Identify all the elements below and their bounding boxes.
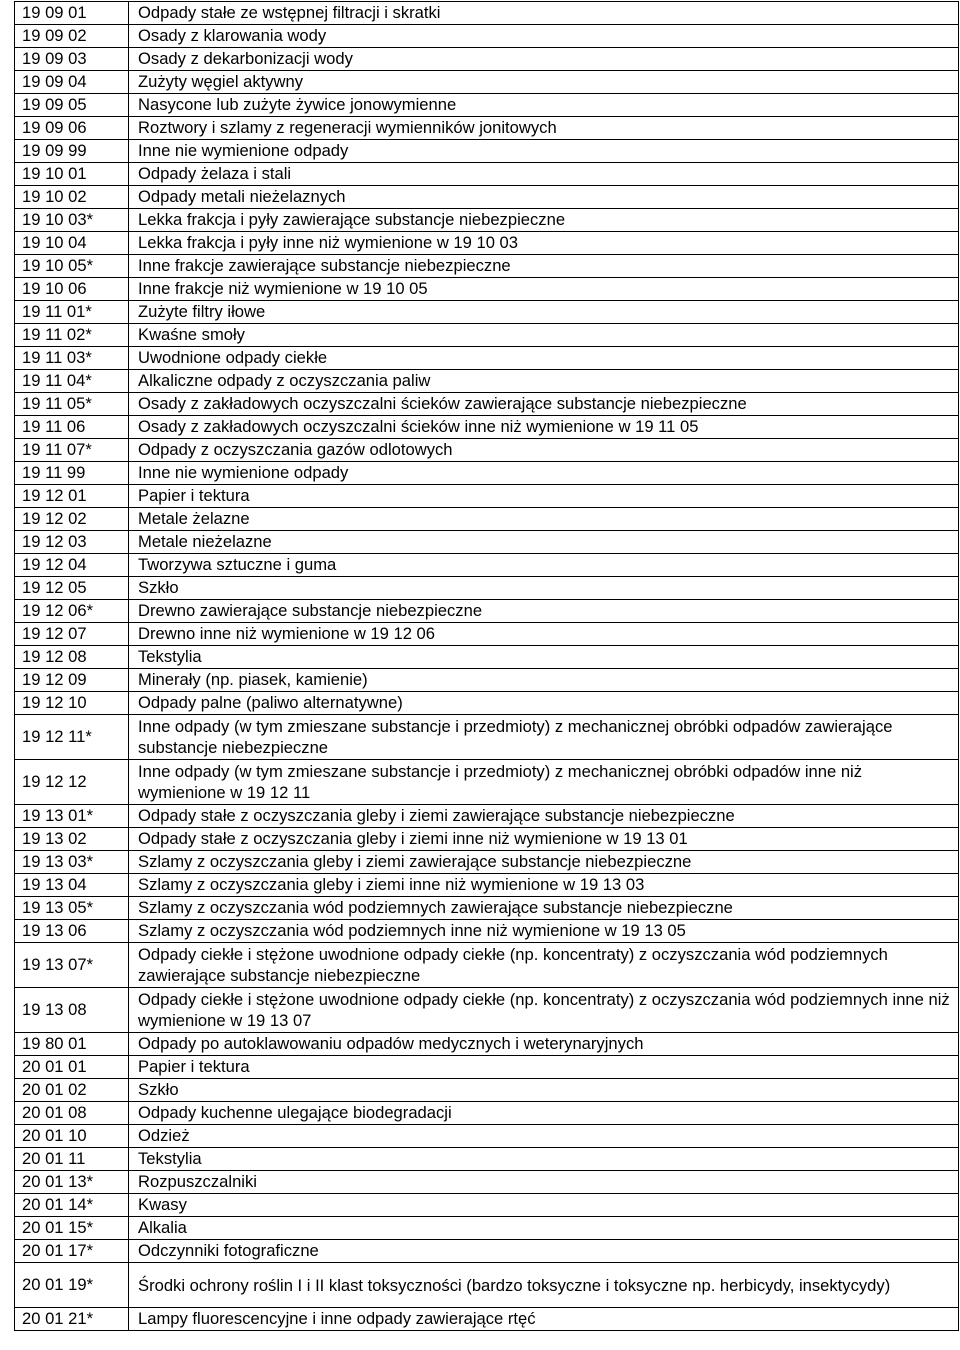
- table-row: [15, 828, 959, 851]
- table-row: [15, 920, 959, 943]
- waste-description-cell: Odpady metali nieżelaznych: [129, 186, 959, 209]
- table-row: [15, 692, 959, 715]
- waste-description-cell: Odpady po autoklawowaniu odpadów medycznych i weterynaryjnych: [129, 1033, 959, 1056]
- waste-code-cell: 19 11 04*: [15, 370, 129, 393]
- waste-description-cell: Odpady stałe z oczyszczania gleby i ziemi inne niż wymienione w 19 13 01: [129, 828, 959, 851]
- table-row: [15, 623, 959, 646]
- waste-code-cell: 20 01 17*: [15, 1240, 129, 1263]
- waste-code-cell: 19 11 06: [15, 416, 129, 439]
- waste-code-cell: 19 11 01*: [15, 301, 129, 324]
- waste-code-cell: 19 11 03*: [15, 347, 129, 370]
- waste-description-cell: Szlamy z oczyszczania wód podziemnych zawierające substancje niebezpieczne: [129, 897, 959, 920]
- waste-description-cell: Inne frakcje zawierające substancje niebezpieczne: [129, 255, 959, 278]
- table-row: [15, 94, 959, 117]
- waste-description-cell: Nasycone lub zużyte żywice jonowymienne: [129, 94, 959, 117]
- waste-code-cell: 20 01 21*: [15, 1308, 129, 1331]
- table-row: [15, 874, 959, 897]
- table-row: [15, 1125, 959, 1148]
- waste-code-cell: 20 01 13*: [15, 1171, 129, 1194]
- table-row: [15, 1148, 959, 1171]
- table-row: [15, 347, 959, 370]
- table-row: [15, 2, 959, 25]
- waste-table-body: [15, 2, 959, 1331]
- waste-code-cell: 19 13 03*: [15, 851, 129, 874]
- waste-code-cell: 19 13 08: [15, 988, 129, 1033]
- waste-description-cell: Tekstylia: [129, 1148, 959, 1171]
- waste-code-cell: 19 10 01: [15, 163, 129, 186]
- table-row: [15, 462, 959, 485]
- waste-code-cell: 19 10 06: [15, 278, 129, 301]
- waste-description-cell: Osady z zakładowych oczyszczalni ścieków zawierające substancje niebezpieczne: [129, 393, 959, 416]
- waste-description-cell: Inne odpady (w tym zmieszane substancje i przedmioty) z mechanicznej obróbki odpadów inne niż wymienione w 19 12 11: [129, 760, 959, 805]
- waste-description-cell: Metale nieżelazne: [129, 531, 959, 554]
- waste-code-cell: 19 13 05*: [15, 897, 129, 920]
- waste-description-cell: Odpady stałe ze wstępnej filtracji i skratki: [129, 2, 959, 25]
- waste-description-cell: Odpady z oczyszczania gazów odlotowych: [129, 439, 959, 462]
- waste-description-cell: Odpady ciekłe i stężone uwodnione odpady ciekłe (np. koncentraty) z oczyszczania wód podziemnych inne niż wymienione w 19 13 07: [129, 988, 959, 1033]
- waste-description-cell: Kwaśne smoły: [129, 324, 959, 347]
- table-row: [15, 1194, 959, 1217]
- waste-code-cell: 19 12 02: [15, 508, 129, 531]
- table-row: [15, 393, 959, 416]
- waste-description-cell: Zużyte filtry iłowe: [129, 301, 959, 324]
- waste-code-cell: 19 12 03: [15, 531, 129, 554]
- waste-description-cell: Roztwory i szlamy z regeneracji wymienników jonitowych: [129, 117, 959, 140]
- waste-code-cell: 19 09 04: [15, 71, 129, 94]
- table-row: [15, 554, 959, 577]
- waste-code-cell: 19 10 04: [15, 232, 129, 255]
- waste-code-cell: 19 09 02: [15, 25, 129, 48]
- waste-code-cell: 19 12 04: [15, 554, 129, 577]
- waste-code-cell: 19 09 06: [15, 117, 129, 140]
- table-row: [15, 278, 959, 301]
- waste-code-cell: 20 01 01: [15, 1056, 129, 1079]
- table-row: [15, 508, 959, 531]
- waste-code-cell: 20 01 02: [15, 1079, 129, 1102]
- waste-description-cell: Lekka frakcja i pyły zawierające substancje niebezpieczne: [129, 209, 959, 232]
- waste-code-cell: 19 09 03: [15, 48, 129, 71]
- waste-code-cell: 19 11 02*: [15, 324, 129, 347]
- table-row: [15, 760, 959, 805]
- table-row: [15, 577, 959, 600]
- waste-description-cell: Papier i tektura: [129, 485, 959, 508]
- table-row: [15, 531, 959, 554]
- waste-description-cell: Odpady ciekłe i stężone uwodnione odpady ciekłe (np. koncentraty) z oczyszczania wód podziemnych zawierające substancje niebezpieczne: [129, 943, 959, 988]
- table-row: [15, 646, 959, 669]
- table-row: [15, 805, 959, 828]
- waste-code-cell: 19 09 99: [15, 140, 129, 163]
- table-row: [15, 1263, 959, 1308]
- table-row: [15, 1171, 959, 1194]
- waste-code-cell: 19 12 06*: [15, 600, 129, 623]
- waste-code-cell: 19 12 09: [15, 669, 129, 692]
- waste-description-cell: Odzież: [129, 1125, 959, 1148]
- waste-description-cell: Papier i tektura: [129, 1056, 959, 1079]
- table-row: [15, 1102, 959, 1125]
- waste-description-cell: Odczynniki fotograficzne: [129, 1240, 959, 1263]
- waste-code-cell: 19 12 10: [15, 692, 129, 715]
- waste-description-cell: Osady z dekarbonizacji wody: [129, 48, 959, 71]
- waste-description-cell: Kwasy: [129, 1194, 959, 1217]
- table-row: [15, 485, 959, 508]
- table-row: [15, 897, 959, 920]
- waste-description-cell: Tekstylia: [129, 646, 959, 669]
- waste-description-cell: Inne odpady (w tym zmieszane substancje i przedmioty) z mechanicznej obróbki odpadów zawierające substancje niebezpieczne: [129, 715, 959, 760]
- waste-code-cell: 20 01 19*: [15, 1263, 129, 1308]
- table-row: [15, 1217, 959, 1240]
- waste-description-cell: Środki ochrony roślin I i II klast toksyczności (bardzo toksyczne i toksyczne np. herbicydy, insektycydy): [129, 1263, 959, 1308]
- waste-code-cell: 19 80 01: [15, 1033, 129, 1056]
- waste-code-cell: 20 01 14*: [15, 1194, 129, 1217]
- waste-description-cell: Szlamy z oczyszczania gleby i ziemi inne niż wymienione w 19 13 03: [129, 874, 959, 897]
- waste-code-cell: 19 12 12: [15, 760, 129, 805]
- waste-code-cell: 20 01 15*: [15, 1217, 129, 1240]
- table-row: [15, 988, 959, 1033]
- table-row: [15, 439, 959, 462]
- waste-code-cell: 19 09 05: [15, 94, 129, 117]
- table-row: [15, 255, 959, 278]
- table-row: [15, 1033, 959, 1056]
- waste-description-cell: Osady z klarowania wody: [129, 25, 959, 48]
- waste-description-cell: Alkaliczne odpady z oczyszczania paliw: [129, 370, 959, 393]
- table-row: [15, 851, 959, 874]
- waste-description-cell: Inne nie wymienione odpady: [129, 140, 959, 163]
- waste-description-cell: Lekka frakcja i pyły inne niż wymienione w 19 10 03: [129, 232, 959, 255]
- waste-description-cell: Odpady stałe z oczyszczania gleby i ziemi zawierające substancje niebezpieczne: [129, 805, 959, 828]
- waste-description-cell: Odpady kuchenne ulegające biodegradacji: [129, 1102, 959, 1125]
- waste-description-cell: Szlamy z oczyszczania wód podziemnych inne niż wymienione w 19 13 05: [129, 920, 959, 943]
- table-row: [15, 117, 959, 140]
- waste-description-cell: Inne frakcje niż wymienione w 19 10 05: [129, 278, 959, 301]
- waste-description-cell: Lampy fluorescencyjne i inne odpady zawierające rtęć: [129, 1308, 959, 1331]
- waste-code-table: [14, 1, 959, 1331]
- waste-description-cell: Szkło: [129, 577, 959, 600]
- waste-description-cell: Minerały (np. piasek, kamienie): [129, 669, 959, 692]
- waste-code-cell: 19 11 07*: [15, 439, 129, 462]
- waste-description-cell: Szkło: [129, 1079, 959, 1102]
- table-row: [15, 140, 959, 163]
- waste-code-cell: 19 13 02: [15, 828, 129, 851]
- waste-code-cell: 20 01 11: [15, 1148, 129, 1171]
- table-row: [15, 370, 959, 393]
- table-row: [15, 1308, 959, 1331]
- waste-description-cell: Osady z zakładowych oczyszczalni ścieków inne niż wymienione w 19 11 05: [129, 416, 959, 439]
- table-row: [15, 301, 959, 324]
- table-row: [15, 1240, 959, 1263]
- waste-code-cell: 19 12 11*: [15, 715, 129, 760]
- waste-description-cell: Metale żelazne: [129, 508, 959, 531]
- table-row: [15, 163, 959, 186]
- table-row: [15, 209, 959, 232]
- table-row: [15, 186, 959, 209]
- waste-code-cell: 19 11 05*: [15, 393, 129, 416]
- table-row: [15, 416, 959, 439]
- waste-description-cell: Odpady palne (paliwo alternatywne): [129, 692, 959, 715]
- waste-code-cell: 19 13 07*: [15, 943, 129, 988]
- waste-code-cell: 19 12 05: [15, 577, 129, 600]
- waste-code-cell: 19 12 01: [15, 485, 129, 508]
- waste-description-cell: Tworzywa sztuczne i guma: [129, 554, 959, 577]
- waste-code-cell: 19 09 01: [15, 2, 129, 25]
- table-row: [15, 324, 959, 347]
- table-row: [15, 600, 959, 623]
- waste-code-cell: 19 13 04: [15, 874, 129, 897]
- waste-code-cell: 19 13 06: [15, 920, 129, 943]
- waste-description-cell: Drewno inne niż wymienione w 19 12 06: [129, 623, 959, 646]
- waste-description-cell: Inne nie wymienione odpady: [129, 462, 959, 485]
- waste-code-cell: 19 12 08: [15, 646, 129, 669]
- waste-description-cell: Uwodnione odpady ciekłe: [129, 347, 959, 370]
- waste-description-cell: Rozpuszczalniki: [129, 1171, 959, 1194]
- table-row: [15, 71, 959, 94]
- table-row: [15, 943, 959, 988]
- waste-code-cell: 19 12 07: [15, 623, 129, 646]
- table-row: [15, 232, 959, 255]
- table-row: [15, 25, 959, 48]
- waste-description-cell: Drewno zawierające substancje niebezpieczne: [129, 600, 959, 623]
- table-row: [15, 669, 959, 692]
- table-row: [15, 715, 959, 760]
- waste-code-cell: 19 10 03*: [15, 209, 129, 232]
- table-row: [15, 1079, 959, 1102]
- waste-code-cell: 19 11 99: [15, 462, 129, 485]
- waste-description-cell: Alkalia: [129, 1217, 959, 1240]
- waste-description-cell: Zużyty węgiel aktywny: [129, 71, 959, 94]
- table-row: [15, 48, 959, 71]
- waste-description-cell: Odpady żelaza i stali: [129, 163, 959, 186]
- waste-code-cell: 19 10 05*: [15, 255, 129, 278]
- waste-code-cell: 19 13 01*: [15, 805, 129, 828]
- waste-code-cell: 20 01 08: [15, 1102, 129, 1125]
- waste-description-cell: Szlamy z oczyszczania gleby i ziemi zawierające substancje niebezpieczne: [129, 851, 959, 874]
- waste-code-cell: 20 01 10: [15, 1125, 129, 1148]
- waste-code-cell: 19 10 02: [15, 186, 129, 209]
- table-row: [15, 1056, 959, 1079]
